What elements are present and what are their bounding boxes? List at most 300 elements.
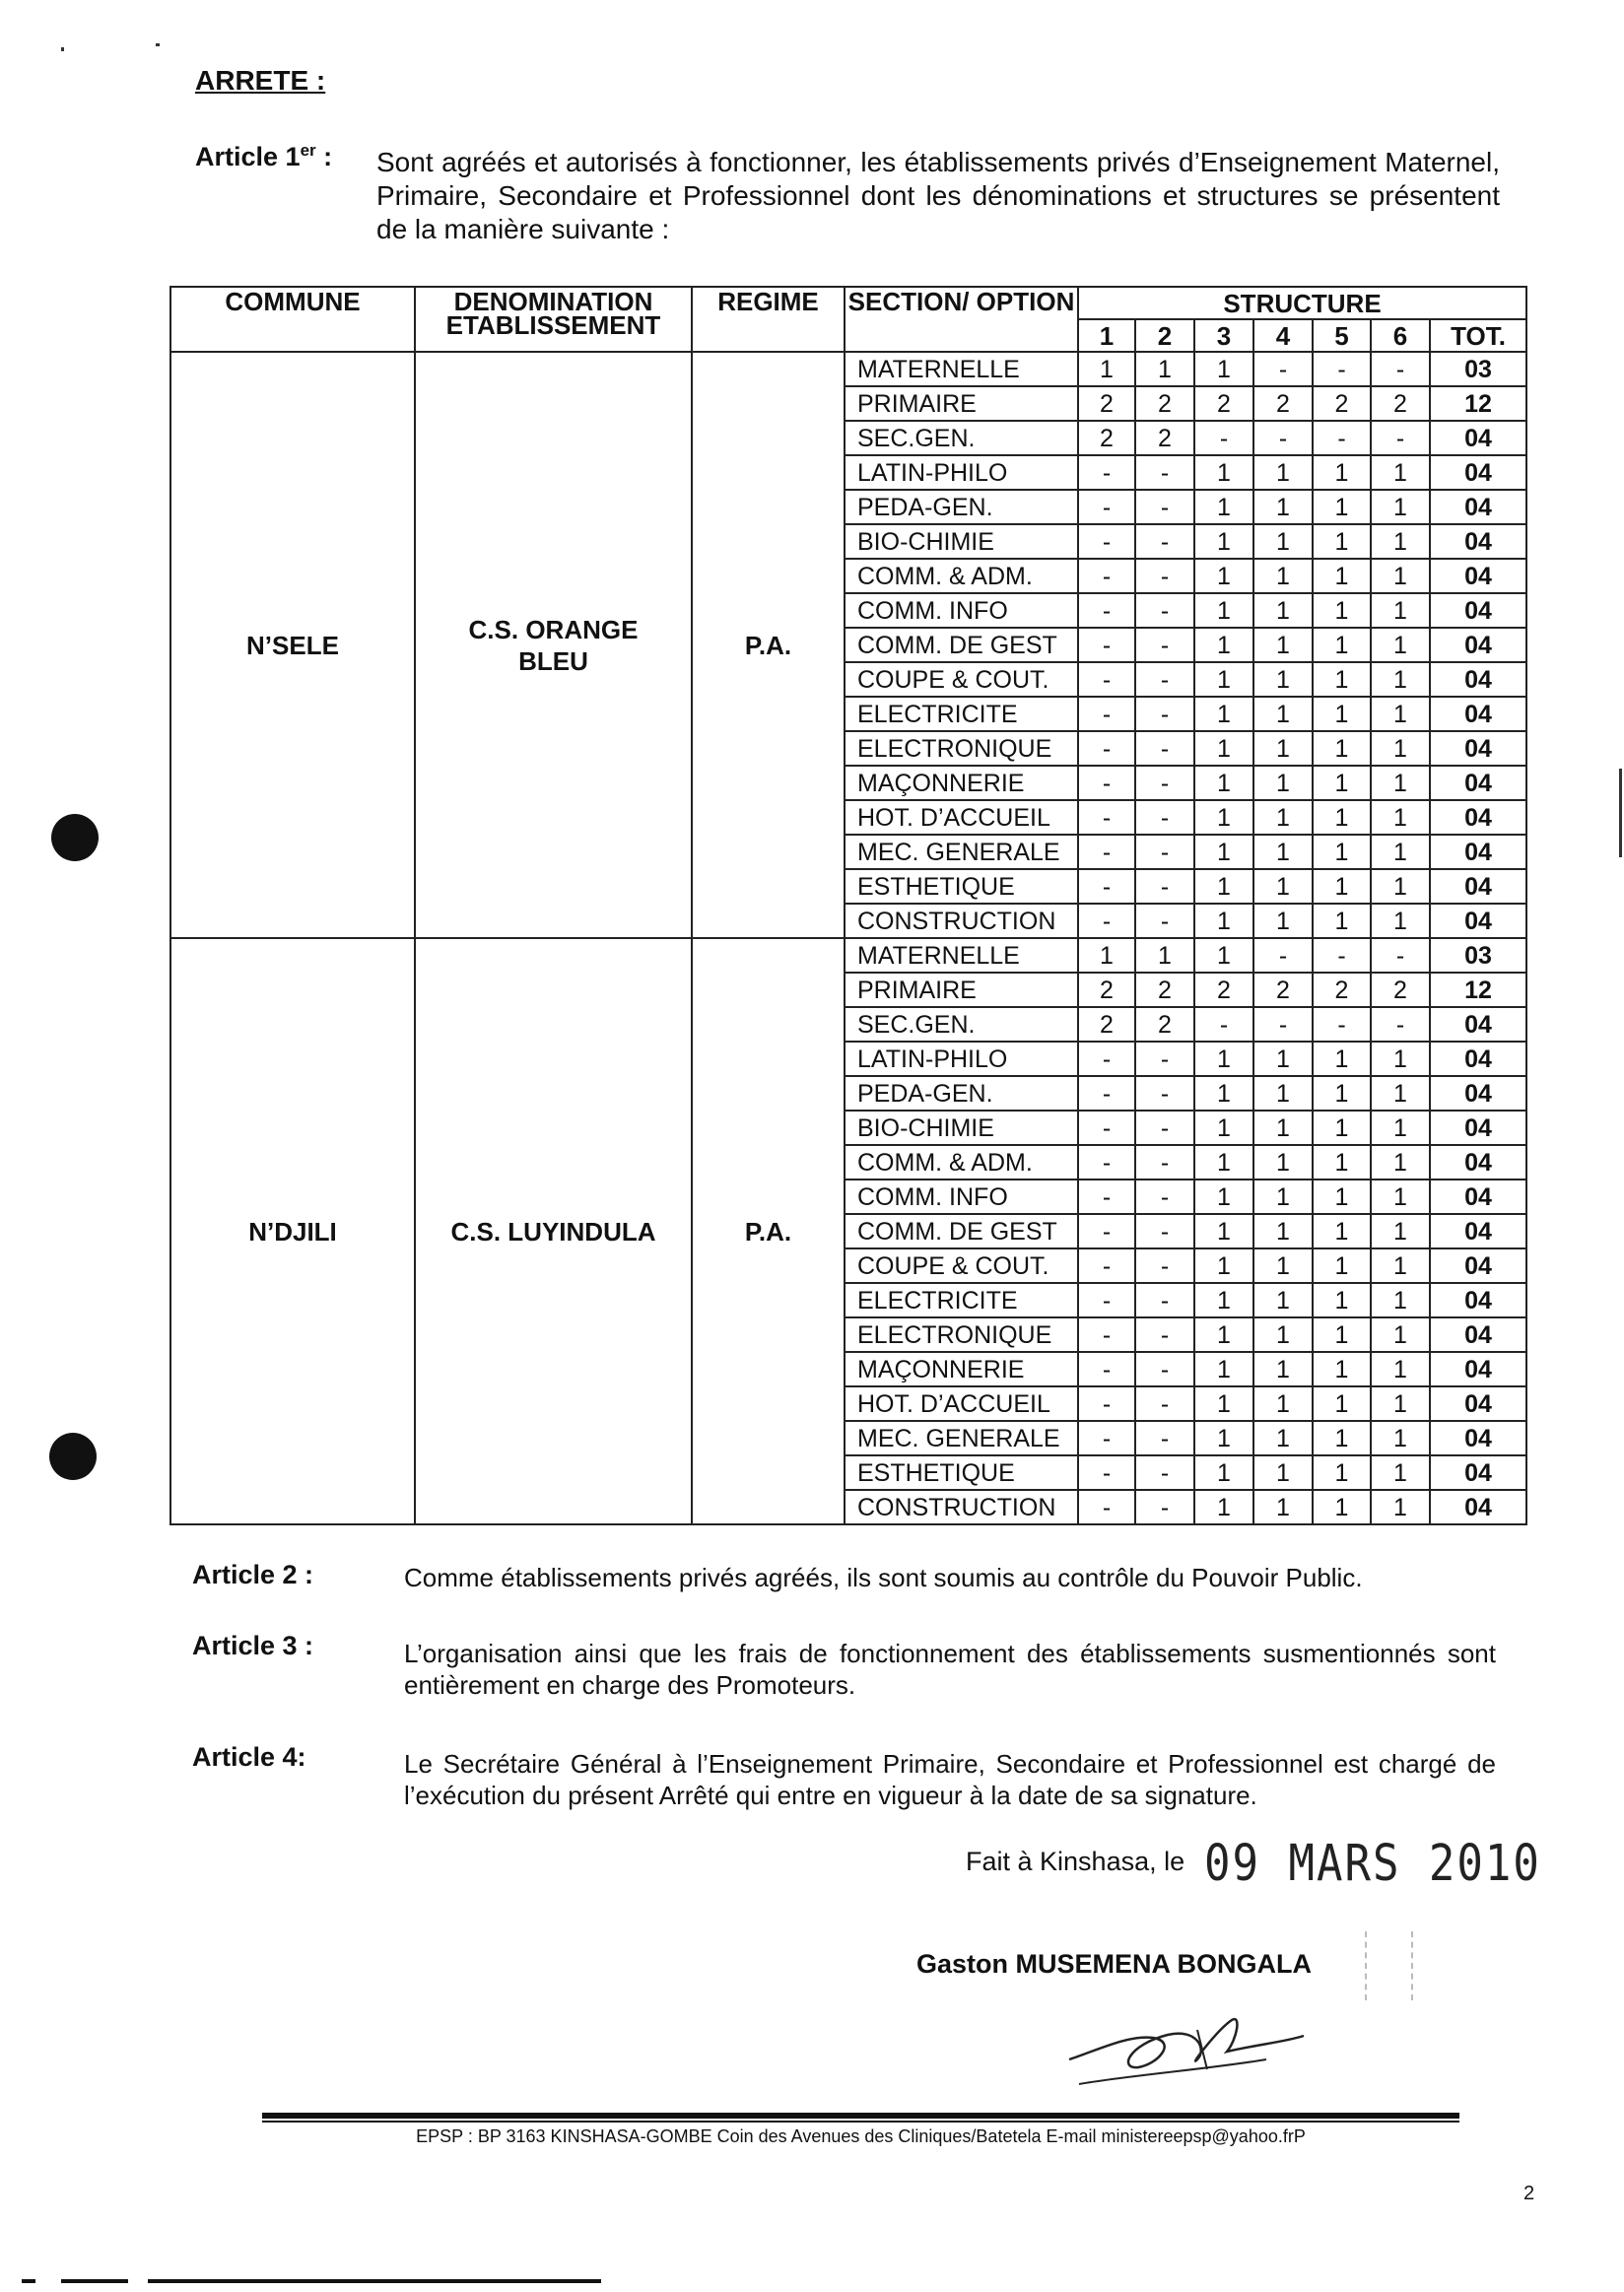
year-cell: 1 — [1371, 1214, 1430, 1248]
year-cell: 1 — [1253, 835, 1313, 869]
article-1-label-text: Article 1 — [195, 142, 301, 171]
year-cell: - — [1135, 1180, 1194, 1214]
total-cell: 04 — [1430, 1180, 1526, 1214]
year-cell: - — [1078, 1490, 1135, 1524]
total-cell: 04 — [1430, 421, 1526, 455]
year-cell: 1 — [1253, 1421, 1313, 1455]
section-cell: ESTHETIQUE — [845, 869, 1078, 904]
year-cell: - — [1135, 1352, 1194, 1386]
year-cell: - — [1135, 593, 1194, 628]
year-cell: 1 — [1253, 559, 1313, 593]
total-cell: 04 — [1430, 697, 1526, 731]
year-cell: 1 — [1253, 1352, 1313, 1386]
section-cell: LATIN-PHILO — [845, 455, 1078, 490]
year-cell: - — [1135, 1214, 1194, 1248]
year-cell: 1 — [1371, 1145, 1430, 1180]
year-cell: 1 — [1371, 1455, 1430, 1490]
handwritten-signature — [1059, 1990, 1316, 2099]
year-cell: 1 — [1313, 1111, 1371, 1145]
year-cell: - — [1078, 1076, 1135, 1111]
year-cell: 1 — [1313, 1180, 1371, 1214]
year-cell: - — [1078, 1180, 1135, 1214]
year-cell: - — [1313, 421, 1371, 455]
year-cell: - — [1135, 490, 1194, 524]
year-cell: 1 — [1313, 559, 1371, 593]
header-year-4: 4 — [1253, 319, 1313, 352]
article-2-label: Article 2 : — [192, 1560, 314, 1589]
section-cell: COMM. DE GEST — [845, 628, 1078, 662]
section-cell: COMM. INFO — [845, 593, 1078, 628]
total-cell: 12 — [1430, 386, 1526, 421]
year-cell: 1 — [1371, 524, 1430, 559]
header-structure: STRUCTURE — [1078, 287, 1526, 319]
total-cell: 04 — [1430, 904, 1526, 938]
year-cell: 1 — [1371, 800, 1430, 835]
total-cell: 04 — [1430, 1214, 1526, 1248]
year-cell: 1 — [1194, 593, 1253, 628]
year-cell: 1 — [1313, 1352, 1371, 1386]
year-cell: - — [1253, 421, 1313, 455]
section-cell: COMM. & ADM. — [845, 559, 1078, 593]
year-cell: 1 — [1371, 1352, 1430, 1386]
year-cell: - — [1078, 1455, 1135, 1490]
year-cell: 1 — [1371, 1283, 1430, 1317]
section-cell: ELECTRONIQUE — [845, 1317, 1078, 1352]
article-4-text: Le Secrétaire Général à l’Enseignement Primaire, Secondaire et Professionnel est chargé de l’exécution du présent Arrêté qui entre en vigueur à la date de sa signature. — [404, 1749, 1496, 1810]
year-cell: 1 — [1371, 490, 1430, 524]
total-cell: 04 — [1430, 593, 1526, 628]
section-cell: HOT. D’ACCUEIL — [845, 1386, 1078, 1421]
total-cell: 04 — [1430, 1076, 1526, 1111]
year-cell: 1 — [1194, 1317, 1253, 1352]
commune-cell: N’SELE — [170, 352, 415, 938]
year-cell: - — [1135, 524, 1194, 559]
section-cell: PEDA-GEN. — [845, 1076, 1078, 1111]
header-denomination: DENOMINATION ETABLISSEMENT — [415, 287, 692, 352]
footer-address: EPSP : BP 3163 KINSHASA-GOMBE Coin des Avenues des Cliniques/Batetela E-mail ministereepsp@yahoo.frP — [416, 2126, 1306, 2146]
year-cell: 1 — [1371, 731, 1430, 766]
year-cell: 1 — [1313, 628, 1371, 662]
section-cell: SEC.GEN. — [845, 1007, 1078, 1042]
year-cell: 1 — [1313, 1248, 1371, 1283]
year-cell: 1 — [1194, 1180, 1253, 1214]
year-cell: 1 — [1253, 697, 1313, 731]
section-cell: BIO-CHIMIE — [845, 1111, 1078, 1145]
total-cell: 04 — [1430, 559, 1526, 593]
year-cell: 1 — [1253, 1111, 1313, 1145]
total-cell: 04 — [1430, 455, 1526, 490]
year-cell: 1 — [1371, 1490, 1430, 1524]
year-cell: 1 — [1313, 835, 1371, 869]
year-cell: 1 — [1194, 1352, 1253, 1386]
signer-name: Gaston MUSEMENA BONGALA — [916, 1949, 1313, 1979]
place-of-signature: Fait à Kinshasa, le — [966, 1847, 1185, 1876]
year-cell: - — [1313, 1007, 1371, 1042]
year-cell: 1 — [1194, 800, 1253, 835]
section-cell: PEDA-GEN. — [845, 490, 1078, 524]
year-cell: 1 — [1253, 524, 1313, 559]
year-cell: 2 — [1135, 386, 1194, 421]
year-cell: 1 — [1194, 1248, 1253, 1283]
article-1-label-sup: er — [300, 141, 316, 160]
total-cell: 04 — [1430, 1283, 1526, 1317]
date-stamp: 09 MARS 2010 — [1204, 1835, 1541, 1893]
year-cell: - — [1078, 662, 1135, 697]
section-cell: LATIN-PHILO — [845, 1042, 1078, 1076]
year-cell: 1 — [1371, 835, 1430, 869]
scan-mark — [61, 47, 64, 51]
year-cell: 1 — [1194, 1283, 1253, 1317]
year-cell: - — [1253, 938, 1313, 973]
regime-cell: P.A. — [692, 352, 845, 938]
year-cell: - — [1371, 421, 1430, 455]
year-cell: 1 — [1313, 800, 1371, 835]
year-cell: 1 — [1371, 1111, 1430, 1145]
section-cell: MATERNELLE — [845, 352, 1078, 386]
section-cell: COMM. & ADM. — [845, 1145, 1078, 1180]
year-cell: 1 — [1135, 352, 1194, 386]
article-3-label: Article 3 : — [192, 1631, 314, 1660]
year-cell: - — [1135, 1042, 1194, 1076]
year-cell: - — [1135, 455, 1194, 490]
section-cell: MAÇONNERIE — [845, 766, 1078, 800]
header-year-5: 5 — [1313, 319, 1371, 352]
section-cell: PRIMAIRE — [845, 973, 1078, 1007]
article-2-text: Comme établissements privés agréés, ils sont soumis au contrôle du Pouvoir Public. — [404, 1563, 1363, 1592]
denomination-cell: C.S. LUYINDULA — [415, 938, 692, 1524]
year-cell: 1 — [1313, 1283, 1371, 1317]
year-cell: 1 — [1313, 1317, 1371, 1352]
year-cell: - — [1135, 628, 1194, 662]
year-cell: 1 — [1194, 938, 1253, 973]
total-cell: 04 — [1430, 1352, 1526, 1386]
total-cell: 04 — [1430, 731, 1526, 766]
year-cell: - — [1135, 766, 1194, 800]
year-cell: 1 — [1194, 352, 1253, 386]
year-cell: - — [1078, 455, 1135, 490]
header-year-1: 1 — [1078, 319, 1135, 352]
year-cell: 1 — [1371, 1317, 1430, 1352]
year-cell: 2 — [1253, 386, 1313, 421]
total-cell: 04 — [1430, 1421, 1526, 1455]
year-cell: 1 — [1313, 1455, 1371, 1490]
year-cell: 1 — [1313, 1490, 1371, 1524]
total-cell: 04 — [1430, 490, 1526, 524]
year-cell: - — [1078, 1145, 1135, 1180]
year-cell: - — [1078, 835, 1135, 869]
year-cell: - — [1194, 1007, 1253, 1042]
commune-cell: N’DJILI — [170, 938, 415, 1524]
section-cell: SEC.GEN. — [845, 421, 1078, 455]
section-cell: COMM. DE GEST — [845, 1214, 1078, 1248]
section-cell: ELECTRICITE — [845, 697, 1078, 731]
year-cell: 1 — [1313, 1076, 1371, 1111]
year-cell: - — [1371, 938, 1430, 973]
total-cell: 04 — [1430, 628, 1526, 662]
total-cell: 03 — [1430, 938, 1526, 973]
year-cell: 1 — [1313, 1214, 1371, 1248]
total-cell: 04 — [1430, 1007, 1526, 1042]
year-cell: 1 — [1194, 904, 1253, 938]
year-cell: - — [1371, 352, 1430, 386]
year-cell: - — [1078, 1352, 1135, 1386]
year-cell: 1 — [1194, 766, 1253, 800]
section-cell: CONSTRUCTION — [845, 1490, 1078, 1524]
punch-hole — [49, 1433, 97, 1480]
year-cell: - — [1135, 1455, 1194, 1490]
scan-edge-mark — [148, 2279, 601, 2283]
year-cell: 2 — [1078, 421, 1135, 455]
year-cell: 1 — [1253, 904, 1313, 938]
year-cell: 1 — [1371, 455, 1430, 490]
year-cell: - — [1078, 593, 1135, 628]
header-year-3: 3 — [1194, 319, 1253, 352]
section-cell: BIO-CHIMIE — [845, 524, 1078, 559]
year-cell: 1 — [1253, 1248, 1313, 1283]
regime-cell: P.A. — [692, 938, 845, 1524]
year-cell: 2 — [1135, 973, 1194, 1007]
year-cell: 1 — [1313, 869, 1371, 904]
total-cell: 04 — [1430, 1317, 1526, 1352]
year-cell: - — [1078, 869, 1135, 904]
structure-table — [169, 286, 1527, 1525]
denomination-cell: C.S. ORANGE BLEU — [415, 352, 692, 938]
year-cell: 1 — [1194, 490, 1253, 524]
year-cell: - — [1135, 1386, 1194, 1421]
year-cell: - — [1078, 697, 1135, 731]
year-cell: - — [1135, 1248, 1194, 1283]
year-cell: 1 — [1371, 662, 1430, 697]
year-cell: 1 — [1313, 490, 1371, 524]
article-1-colon: : — [323, 142, 333, 171]
year-cell: - — [1078, 524, 1135, 559]
year-cell: - — [1135, 559, 1194, 593]
year-cell: 1 — [1078, 938, 1135, 973]
year-cell: 1 — [1194, 628, 1253, 662]
total-cell: 04 — [1430, 1111, 1526, 1145]
year-cell: 1 — [1194, 1421, 1253, 1455]
header-year-2: 2 — [1135, 319, 1194, 352]
year-cell: - — [1078, 1111, 1135, 1145]
year-cell: 1 — [1313, 904, 1371, 938]
total-cell: 04 — [1430, 1455, 1526, 1490]
year-cell: 1 — [1253, 1076, 1313, 1111]
year-cell: - — [1078, 1317, 1135, 1352]
year-cell: 1 — [1313, 662, 1371, 697]
year-cell: - — [1078, 490, 1135, 524]
total-cell: 04 — [1430, 1042, 1526, 1076]
punch-hole — [51, 814, 99, 861]
total-cell: 04 — [1430, 662, 1526, 697]
year-cell: - — [1135, 1076, 1194, 1111]
year-cell: 1 — [1313, 1386, 1371, 1421]
total-cell: 12 — [1430, 973, 1526, 1007]
header-regime: REGIME — [692, 287, 845, 352]
total-cell: 03 — [1430, 352, 1526, 386]
footer-rule — [262, 2113, 1459, 2119]
section-cell: MATERNELLE — [845, 938, 1078, 973]
year-cell: - — [1135, 731, 1194, 766]
year-cell: 1 — [1371, 1248, 1430, 1283]
year-cell: 2 — [1313, 973, 1371, 1007]
year-cell: 1 — [1194, 1214, 1253, 1248]
section-cell: ELECTRONIQUE — [845, 731, 1078, 766]
year-cell: - — [1135, 662, 1194, 697]
year-cell: 1 — [1371, 1421, 1430, 1455]
section-cell: COUPE & COUT. — [845, 662, 1078, 697]
total-cell: 04 — [1430, 1248, 1526, 1283]
section-cell: ESTHETIQUE — [845, 1455, 1078, 1490]
year-cell: 1 — [1253, 455, 1313, 490]
year-cell: 1 — [1313, 593, 1371, 628]
section-cell: COUPE & COUT. — [845, 1248, 1078, 1283]
year-cell: 1 — [1194, 1111, 1253, 1145]
year-cell: 1 — [1194, 731, 1253, 766]
year-cell: 2 — [1371, 973, 1430, 1007]
year-cell: 2 — [1194, 973, 1253, 1007]
year-cell: 1 — [1194, 835, 1253, 869]
year-cell: 1 — [1371, 766, 1430, 800]
year-cell: 1 — [1135, 938, 1194, 973]
year-cell: 1 — [1371, 1180, 1430, 1214]
article-3-text: L’organisation ainsi que les frais de fonctionnement des établissements susmentionnés sont entièrement en charge des Promoteurs. — [404, 1639, 1496, 1700]
total-cell: 04 — [1430, 1386, 1526, 1421]
total-cell: 04 — [1430, 835, 1526, 869]
year-cell: 2 — [1078, 386, 1135, 421]
year-cell: - — [1135, 1490, 1194, 1524]
year-cell: 1 — [1253, 1490, 1313, 1524]
year-cell: - — [1078, 800, 1135, 835]
year-cell: 1 — [1253, 1283, 1313, 1317]
year-cell: - — [1078, 628, 1135, 662]
section-cell: ELECTRICITE — [845, 1283, 1078, 1317]
total-cell: 04 — [1430, 869, 1526, 904]
year-cell: 1 — [1194, 869, 1253, 904]
header-section: SECTION/ OPTION — [845, 287, 1078, 352]
year-cell: - — [1078, 1386, 1135, 1421]
year-cell: - — [1313, 938, 1371, 973]
table-row — [170, 938, 1526, 973]
year-cell: 1 — [1194, 697, 1253, 731]
footer-rule-thin — [262, 2121, 1459, 2123]
year-cell: 1 — [1253, 1455, 1313, 1490]
page-number: 2 — [1523, 2183, 1535, 2204]
year-cell: 1 — [1194, 1455, 1253, 1490]
scan-edge-mark — [1619, 769, 1622, 857]
year-cell: 1 — [1371, 1042, 1430, 1076]
document-heading: ARRETE : — [195, 65, 326, 96]
year-cell: - — [1371, 1007, 1430, 1042]
year-cell: 1 — [1253, 766, 1313, 800]
total-cell: 04 — [1430, 766, 1526, 800]
year-cell: - — [1078, 766, 1135, 800]
year-cell: 2 — [1135, 421, 1194, 455]
year-cell: 1 — [1194, 1490, 1253, 1524]
year-cell: 1 — [1078, 352, 1135, 386]
year-cell: 1 — [1313, 766, 1371, 800]
year-cell: 1 — [1253, 1317, 1313, 1352]
total-cell: 04 — [1430, 800, 1526, 835]
year-cell: - — [1135, 800, 1194, 835]
header-year-6: 6 — [1371, 319, 1430, 352]
year-cell: 1 — [1194, 1145, 1253, 1180]
year-cell: 1 — [1194, 559, 1253, 593]
year-cell: - — [1135, 904, 1194, 938]
year-cell: 1 — [1253, 490, 1313, 524]
section-cell: PRIMAIRE — [845, 386, 1078, 421]
year-cell: 1 — [1371, 697, 1430, 731]
section-cell: MAÇONNERIE — [845, 1352, 1078, 1386]
year-cell: - — [1135, 1317, 1194, 1352]
header-total: TOT. — [1430, 319, 1526, 352]
year-cell: - — [1253, 1007, 1313, 1042]
year-cell: - — [1078, 1214, 1135, 1248]
year-cell: - — [1313, 352, 1371, 386]
scan-mark — [156, 43, 160, 46]
year-cell: 1 — [1313, 731, 1371, 766]
header-commune: COMMUNE — [170, 287, 415, 352]
year-cell: 1 — [1253, 628, 1313, 662]
section-cell: COMM. INFO — [845, 1180, 1078, 1214]
year-cell: - — [1135, 1421, 1194, 1455]
section-cell: MEC. GENERALE — [845, 1421, 1078, 1455]
year-cell: 1 — [1194, 1076, 1253, 1111]
year-cell: 1 — [1194, 1042, 1253, 1076]
scan-edge-mark — [22, 2279, 35, 2283]
year-cell: 1 — [1313, 1421, 1371, 1455]
year-cell: 2 — [1253, 973, 1313, 1007]
year-cell: 1 — [1313, 524, 1371, 559]
year-cell: - — [1078, 1248, 1135, 1283]
year-cell: - — [1135, 1111, 1194, 1145]
table-row — [170, 352, 1526, 386]
year-cell: - — [1194, 421, 1253, 455]
year-cell: - — [1078, 1421, 1135, 1455]
year-cell: - — [1078, 1042, 1135, 1076]
year-cell: 1 — [1253, 593, 1313, 628]
year-cell: 1 — [1253, 1214, 1313, 1248]
year-cell: 1 — [1371, 559, 1430, 593]
year-cell: - — [1078, 731, 1135, 766]
year-cell: 1 — [1313, 455, 1371, 490]
section-cell: HOT. D’ACCUEIL — [845, 800, 1078, 835]
year-cell: 1 — [1371, 1386, 1430, 1421]
article-1-label — [195, 141, 332, 172]
year-cell: - — [1135, 1145, 1194, 1180]
year-cell: 2 — [1194, 386, 1253, 421]
year-cell: 1 — [1194, 455, 1253, 490]
section-cell: CONSTRUCTION — [845, 904, 1078, 938]
year-cell: 1 — [1371, 869, 1430, 904]
year-cell: 1 — [1313, 697, 1371, 731]
year-cell: - — [1078, 904, 1135, 938]
total-cell: 04 — [1430, 1490, 1526, 1524]
article-4-label: Article 4: — [192, 1742, 306, 1772]
year-cell: 1 — [1253, 1042, 1313, 1076]
year-cell: - — [1078, 1283, 1135, 1317]
year-cell: 1 — [1253, 662, 1313, 697]
year-cell: 1 — [1253, 1145, 1313, 1180]
total-cell: 04 — [1430, 524, 1526, 559]
year-cell: 1 — [1371, 1076, 1430, 1111]
year-cell: 1 — [1194, 1386, 1253, 1421]
section-cell: MEC. GENERALE — [845, 835, 1078, 869]
year-cell: - — [1135, 697, 1194, 731]
total-cell: 04 — [1430, 1145, 1526, 1180]
year-cell: 2 — [1078, 1007, 1135, 1042]
year-cell: 2 — [1371, 386, 1430, 421]
year-cell: - — [1078, 559, 1135, 593]
